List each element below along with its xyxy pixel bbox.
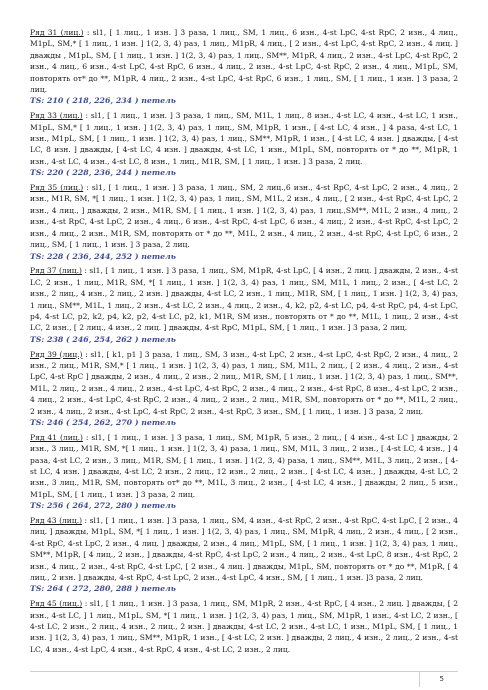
row-block-37 bbox=[30, 265, 458, 345]
row-instruction bbox=[30, 432, 458, 500]
total-stitches: TS: 238 ( 246, 254, 262 ) петель bbox=[30, 334, 176, 344]
row-block-39 bbox=[30, 349, 458, 429]
row-instruction bbox=[30, 110, 458, 167]
row-text: : sl1, [ k1, p1 ] 3 раза, 1 лиц., SM, 3 изн., 4-st LpC, 2 изн., 4-st LpC, 4-st RpC, 2 изн., 4 лиц., 2 изн., 2 лиц., M1R, SM,* [ 1 лиц., 1 изн. ] 1(2, 3, 4) раз, 1 лиц., SM, M1L, 2 лиц., [ 2 изн., 4 лиц., 2 изн., 4-st LpC, 4-st RpC ] дважды, 2 изн., 4 лиц., 2 изн., 2 лиц., M1R, SM, [ 1 лиц., 1 изн. ] 1(2, 3, 4) раз, 1 лиц., SM**, M1L, 2 лиц., 2 изн., 4 лиц., 2 изн., 4-st LpC, 4-st RpC, 2 изн., 4 лиц., 2 изн., 4-st RpC, 8 изн., 4-st LpC, 2 изн., 4 лиц., 2 изн., 4-st LpC, 4-st RpC, 2 изн., 4 лиц., 2 изн., 2 лиц., M1R, SM, повторять от * до **, M1L, 2 лиц., 2 изн., 4 лиц., 2 изн., 4-st LpC, 4-st RpC, 2 изн., 4-st RpC, 3 изн., SM, [ 1 лиц., 1 изн. ] 3 раза, 2 лиц. bbox=[30, 349, 458, 416]
row-text: : sl1, [ 1 лиц., 1 изн. ] 3 раза, 1 лиц., SM, M1L, 1 лиц., 8 изн., 4-st LC, 4 изн., 4-st LC, 1 изн., M1pL, SM,* [ 1 лиц., 1 изн. ] 1(2, 3, 4) раз, 1 лиц., SM, M1pR, 1 изн., [ 4-st LC, 4 изн., ] 4 раза, 4-st LC, 1 изн., M1pL, SM, [ 1 лиц., 1 изн. ] 1(2, 3, 4) раз, 1 лиц., SM**, M1pR, 1 изн., [ 4-st LC, 4 изн. ] дважды, [ 4-st LC, 8 изн. ] дважды, [ 4-st LC, 4 изн. ] дважды, 4-st LC, 1 изн., M1pL, SM, повторять от * до **, M1pR, 1 изн., 4-st LC, 4 изн., 4-st LC, 8 изн., 1 лиц., M1R, SM, [ 1 лиц., 1 изн. ] 3 раза, 2 лиц. bbox=[30, 111, 458, 166]
footer-divider bbox=[30, 671, 458, 672]
total-stitches: TS: 220 ( 228, 236, 244 ) петель bbox=[30, 168, 176, 178]
row-label: Ряд 33 (лиц.) bbox=[30, 111, 83, 121]
row-instruction bbox=[30, 27, 458, 95]
row-label: Ряд 45 (лиц.) bbox=[30, 599, 83, 609]
page-number: 5 bbox=[439, 675, 444, 683]
row-instruction bbox=[30, 598, 458, 655]
row-instruction bbox=[30, 265, 458, 333]
row-text: : sl1, [ 1 лиц., 1 изн. ] 3 раза, 1 лиц., SM, 2 лиц.,6 изн., 4-st RpC, 4-st LpC, 2 изн., 4 лиц., 2 изн., M1R, SM, *[ 1 лиц., 1 изн. ] 1(2, 3, 4) раз, 1 лиц., SM, M1L, 2 изн., 4 лиц., [ 2 изн., 4-st RpC, 4-st LpC, 2 изн., 4 лиц., ] дважды, 2 изн., M1R, SM, [ 1 лиц., 1 изн. ] 1(2, 3, 4) раз, 1 лиц.,SM**, M1L, 2 изн., 4 лиц., 2 изн., 4-st RpC, 4-st LpC, 2 изн., 4 лиц., 6 изн., 4-st RpC, 4-st LpC, 6 изн., 4 лиц., 2 изн., 4-st RpC, 4-st LpC, 2 изн., 4 лиц., 2 изн., M1R, SM, повторять от * до **, M1L, 2 изн., 4 лиц., 2 изн., 4-st RpC, 4-st LpC, 6 изн., 2 лиц., SM, [ 1 лиц., 1 изн. ] 3 раза, 2 лиц. bbox=[30, 183, 458, 250]
row-text: : sl1, [ 1 лиц., 1 изн. ] 3 раза, 1 лиц., SM, 4 изн., 4-st RpC, 2 изн., 4-st RpC, 4-st LpC, [ 2 изн., 4 лиц. ] дважды, M1pL, SM, *[ 1 лиц., 1 изн. ] 1(2, 3, 4) раз, 1 лиц., SM, M1pR, 4 лиц., 2 изн., 4 лиц., [ 2 изн., 4-st RpC, 4-st LpC, 2 изн., 4 лиц. ] дважды, 2 изн., 4 лиц., M1pL, SM, [ 1 лиц., 1 изн. ] 1(2, 3, 4) раз, 1 лиц., SM**, M1pR, [ 4 лиц., 2 изн., ] дважды, 4-st RpC, 4-st LpC, 2 изн., 4 лиц., 2 изн., 4-st LpC, 8 изн., 4-st RpC, 2 изн., 4 лиц., 2 изн., 4-st RpC, 4-st LpC, [ 2 изн., 4 лиц. ] дважды, M1pL, SM, повторять от * до **, M1pR, [ 4 лиц., 2 изн. ] дважды, 4-st RpC, 4-st LpC, 2 изн., 4-st LpC, 4 изн., SM, [ 1 лиц., 1 изн. ]3 раза, 2 лиц. bbox=[30, 516, 459, 583]
row-label: Ряд 37 (лиц.) bbox=[30, 266, 82, 276]
total-stitches: TS: 264 ( 272, 280, 288 ) петель bbox=[30, 584, 176, 594]
row-block-35 bbox=[30, 182, 458, 262]
total-stitches: TS: 228 ( 236, 244, 252 ) петель bbox=[30, 251, 176, 261]
row-text: : sl1, [ 1 лиц., 1 изн. ] 3 раза, 1 лиц., SM, M1pR, 5 изн., 2 лиц., [ 4 изн., 4-st LC ] дважды, 2 изн., 3 лиц., M1R, SM, *[ 1 лиц., 1 изн. ] 1(2, 3, 4) раза, 1 лиц., SM, M1L, 3 лиц., 2 изн., [ 4-st LC, 4 изн., ] 4 раза, 4-st LC, 2 изн., 3 лиц., M1R, SM, [ 1 лиц., 1 изн. ] 1(2, 3, 4) раза, 1 лиц., SM**, M1L, 3 лиц., 2 изн., [ 4-st LC, 4 изн. ] дважды, 4-st LC, 2 изн., 2 лиц., 12 изн., 2 лиц., 2 изн., [ 4-st LC, 4 изн., ] дважды, 4-st LC, 2 изн., 3 лиц., M1R, SM, повторять от* до **, M1L, 3 лиц., 2 изн., [ 4-st LC, 4 изн., ] дважды, 2 лиц., 5 изн., M1pL, SM, [ 1 лиц., 1 изн. ] 3 раза, 2 лиц. bbox=[30, 432, 458, 499]
total-stitches: TS: 256 ( 264, 272, 280 ) петель bbox=[30, 501, 176, 511]
total-stitches: TS: 210 ( 218, 226, 234 ) петель bbox=[30, 96, 176, 106]
row-block-43 bbox=[30, 515, 458, 595]
row-text: : sl1, [ 1 лиц., 1 изн. ] 3 раза, 1 лиц., SM, 1 лиц., 6 изн., 4-st LpC, 4-st RpC, 2 изн., 4 лиц., M1pL, SM,* [ 1 лиц., 1 изн. ] 1(2, 3, 4) раз, 1 лиц., M1pR, 4 лиц., [ 2 изн., 4-st LpC, 4-st RpC, 2 изн., 4 лиц. ] дважды , M1pL, SM, [ 1 лиц., 1 изн. ] 1(2, 3, 4) раз, 1 лиц., SM**, M1pR, 4 лиц., 2 изн., 4-st LpC, 4-st RpC, 2 изн., 4 лиц., 6 изн., 4-st LpC, 4-st RpC, 6 изн., 4 лиц., 2 изн., 4-st LpC, 4-st RpC, 2 изн., 4 лиц., M1pL, SM, повторять от* до **, M1pR, 4 лиц., 2 изн., 4-st LpC, 4-st RpC, 6 изн., 1 лиц., SM, [ 1 лиц., 1 изн. ] 3 раза, 2 лиц. bbox=[30, 28, 458, 95]
row-block-33 bbox=[30, 110, 458, 178]
row-instruction bbox=[30, 182, 458, 250]
page-number-box bbox=[419, 671, 458, 687]
row-label: Ряд 31 (лиц.) bbox=[30, 28, 84, 37]
row-instruction bbox=[30, 349, 458, 417]
row-instruction bbox=[30, 515, 458, 583]
row-block-45 bbox=[30, 598, 458, 655]
row-text: : sl1, [ 1 лиц., 1 изн. ] 3 раза, 1 лиц., SM, M1pR, 4-st LpC, [ 4 изн., 2 лиц. ] дважды, 2 изн., 4-st LC, 2 изн., 1 лиц., M1R, SM, *[ 1 лиц., 1 изн. ] 1(2, 3, 4) раз, 1 лиц., SM, M1L, 1 лиц., 2 изн., [ 4-st LC, 2 изн., 2 лиц., 4 изн., 2 лиц., 2 изн. ] дважды, 4-st LC, 2 изн., 1 лиц., M1R, SM, [ 1 лиц., 1 изн. ] 1(2, 3, 4) раз, 1 лиц., SM**, M1L, 1 лиц., 2 изн., 4-st LC, 2 изн., 4 лиц., 2 изн., 4, k2, p2, 4-st LC, p4, 4-st RpC, p4, 4-st LpC, p4, 4-st LC, p2, k2, p4, k2, p2, 4-st LC, p2, k1, M1R, SM изн., повторять от * до **, M1L, 1 лиц., 2 изн., 4-st LC, 2 изн., [ 2 лиц., 4 изн., 2 лиц. ] дважды, 4-st RpC, M1pL, SM, [ 1 лиц., 1 изн. ] 3 раза, 2 лиц. bbox=[30, 266, 458, 333]
row-block-41 bbox=[30, 432, 458, 512]
row-block-31 bbox=[30, 27, 458, 107]
row-label: Ряд 35 (лиц.) bbox=[30, 183, 84, 193]
row-label: Ряд 43 (лиц.) bbox=[30, 516, 83, 525]
row-label: Ряд 39 (лиц.) bbox=[30, 349, 83, 359]
total-stitches: TS: 246 ( 254, 262, 270 ) петель bbox=[30, 417, 176, 427]
row-label: Ряд 41 (лиц.) bbox=[30, 432, 83, 442]
row-text: : sl1, [ 1 лиц., 1 изн. ] 3 раза, 1 лиц., SM, M1pR, 2 изн., 4-st RpC, [ 4 изн., 2 лиц. ] дважды, [ 2 изн., 4-st LC, ] 1 лиц., M1pL, SM, *[ 1 лиц., 1 изн. ] 1(2, 3, 4) раз, 1 лиц., SM, M1pR, 1 изн., 4-st LC, 2 изн., [ 4-st LC, 2 изн., 2 лиц., 4 изн., 2 лиц., 2 изн. ] дважды, 4-st LC, 2 изн., 4-st LC, 1 изн., M1pL, SM, [ 1 лиц., 1 изн. ] 1(2, 3, 4) раз, 1 лиц., SM**, M1pR, 1 изн., [ 4-st LC, 2 изн. ] дважды, 2 лиц., 4 изн., 2 лиц., 2 изн., 4-st LC, 4 изн., 4-st LpC, 4 изн., 4-st RpC, 4 изн., 4-st LC, 2 изн., 2 лиц. bbox=[30, 599, 459, 654]
